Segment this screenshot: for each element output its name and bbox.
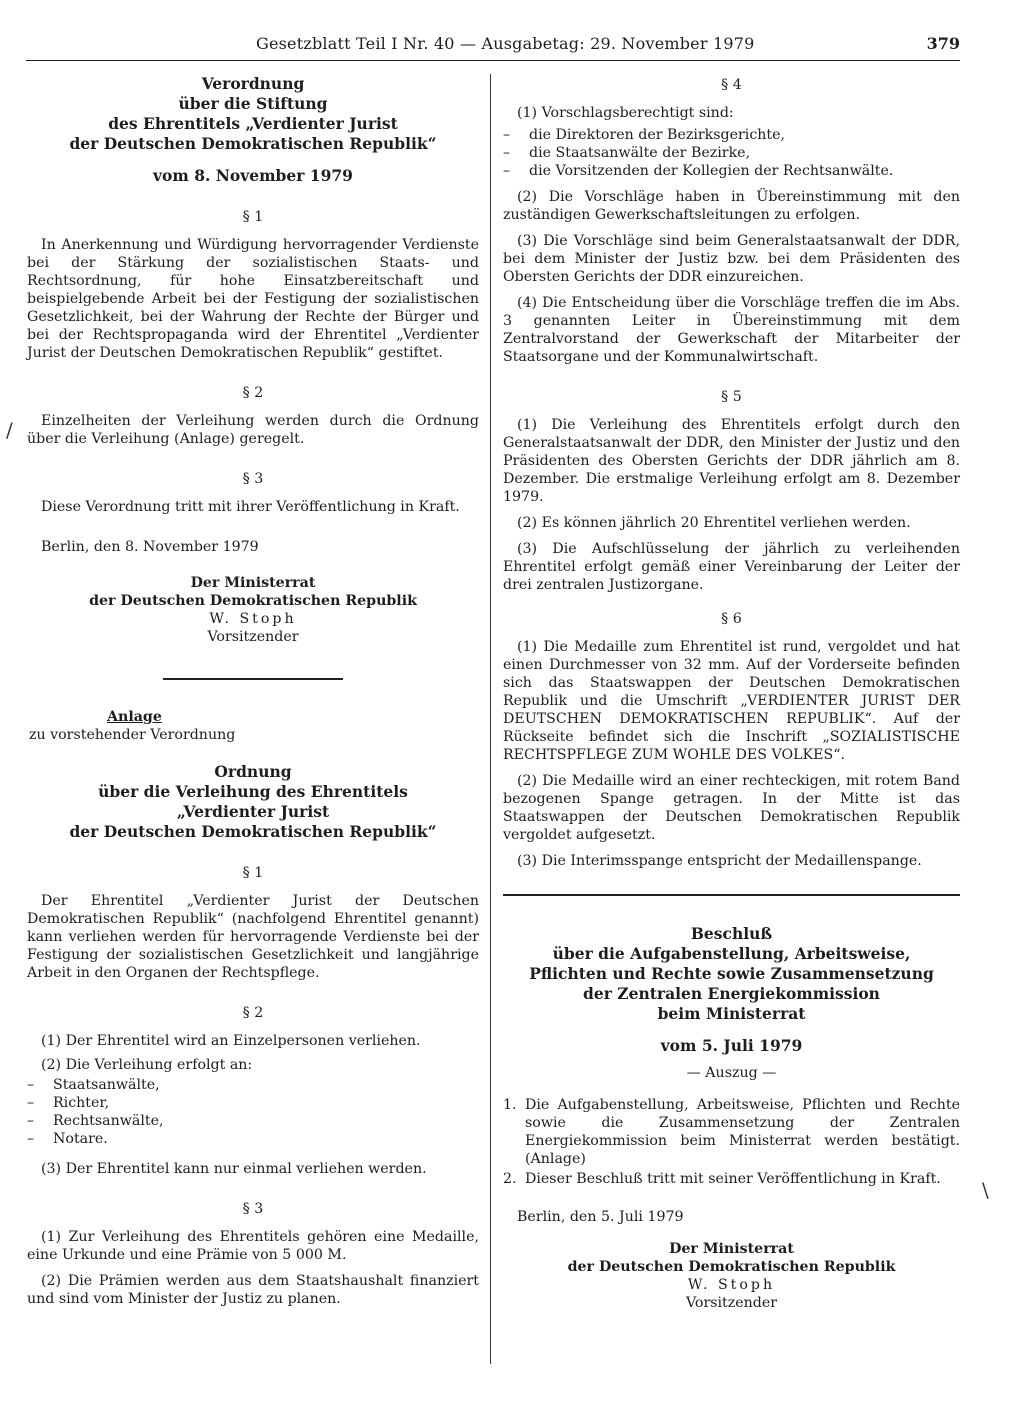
list-item: – die Staatsanwälte der Bezirke, <box>503 145 751 161</box>
decree-title-line: des Ehrentitels „Verdienter Jurist <box>108 114 398 133</box>
resolution-date: vom 5. Juli 1979 <box>660 1036 803 1055</box>
resolution-title-line: Pflichten und Rechte sowie Zusammensetzung <box>529 964 934 983</box>
place-date: Berlin, den 5. Juli 1979 <box>517 1209 684 1225</box>
annex-label <box>107 708 479 726</box>
paragraph: (3) Die Vorschläge sind beim Generalstaatsanwalt der DDR, bei dem Minister der Justiz bzw. bei dem Präsidenten des Obersten Gerichts der DDR einzureichen. <box>503 233 960 285</box>
decree-title-line: über die Stiftung <box>178 94 328 113</box>
numbered-item: 2. Dieser Beschluß tritt mit seiner Veröffentlichung in Kraft. <box>503 1171 941 1187</box>
section-heading: § 5 <box>721 389 742 405</box>
paragraph: In Anerkennung und Würdigung hervorragender Verdienste bei der Stärkung der sozialistischen Staats- und Rechtsordnung, für hohe Einsatzbereitschaft und beispielgebende Arbeit bei der Festigung der sozialistischen Gesetzlichkeit, bei der Wahrung der Rechte der Bürger und bei der Rechtspropaganda wird der Ehrentitel „Verdienter Jurist der Deutschen Demokratischen Republik“ gestiftet. <box>27 237 479 361</box>
margin-mark: / <box>6 418 13 442</box>
column-divider <box>490 74 491 1364</box>
order-title-line: „Verdienter Jurist <box>176 802 330 821</box>
separator-rule <box>163 678 343 680</box>
section-heading: § 1 <box>242 209 264 225</box>
section-heading: § 2 <box>242 1005 264 1021</box>
paragraph: (3) Die Interimsspange entspricht der Medaillenspange. <box>517 853 922 869</box>
paragraph: Der Ehrentitel „Verdienter Jurist der Deutschen Demokratischen Republik“ (nachfolgend Ehrentitel genannt) kann verliehen werden für hervorragende Verdienste bei der Festigung der sozialistischen Gesetzlichkeit und langjährige Arbeit in den Organen der Rechtspflege. <box>27 893 479 981</box>
list-item: – Rechtsanwälte, <box>27 1113 164 1129</box>
paragraph: (1) Zur Verleihung des Ehrentitels gehören eine Medaille, eine Urkunde und eine Prämie von 5 000 M. <box>27 1229 479 1263</box>
decree-title <box>27 74 479 154</box>
decree-title-line: Verordnung <box>201 74 305 93</box>
section-heading: § 1 <box>242 865 264 881</box>
signature-block <box>27 574 479 646</box>
paragraph: (2) Die Medaille wird an einer rechteckigen, mit rotem Band bezogenen Spange getragen. In der Mitte ist das Staatswappen der Deutschen Demokratischen Republik vergoldet aufgesetzt. <box>503 773 960 843</box>
left-column <box>27 74 479 1316</box>
paragraph: Diese Verordnung tritt mit ihrer Veröffentlichung in Kraft. <box>41 499 460 515</box>
order-title <box>27 762 479 842</box>
section-heading: § 2 <box>242 385 264 401</box>
annex-title: Anlage <box>107 709 162 725</box>
separator-rule <box>503 894 960 896</box>
list-item: – die Vorsitzenden der Kollegien der Rechtsanwälte. <box>503 163 894 179</box>
paragraph: (3) Der Ehrentitel kann nur einmal verliehen werden. <box>41 1161 427 1177</box>
resolution-title-line: über die Aufgabenstellung, Arbeitsweise, <box>552 944 911 963</box>
decree-date: vom 8. November 1979 <box>153 166 353 185</box>
section-heading: § 4 <box>721 77 742 93</box>
place-date: Berlin, den 8. November 1979 <box>41 539 259 555</box>
signature-name: W. Stoph <box>209 611 297 627</box>
right-column <box>503 74 960 1312</box>
signature-role: Vorsitzender <box>207 629 299 645</box>
paragraph: (1) Vorschlagsberechtigt sind: <box>517 105 734 121</box>
paragraph: (1) Der Ehrentitel wird an Einzelpersonen verliehen. <box>41 1033 421 1049</box>
resolution-title-line: der Zentralen Energiekommission <box>583 984 880 1003</box>
excerpt-label: — Auszug — <box>686 1065 777 1081</box>
numbered-item: 1. Die Aufgabenstellung, Arbeitsweise, Pflichten und Rechte sowie die Zusammensetzung der Zentralen Energiekommission beim Ministerrat werden bestätigt. (Anlage) <box>503 1097 960 1167</box>
list-item: – Richter, <box>27 1095 110 1111</box>
paragraph: (3) Die Aufschlüsselung der jährlich zu verleihenden Ehrentitel erfolgt gemäß einer Vereinbarung der Leiter der drei zentralen Justizorgane. <box>503 541 960 593</box>
section-heading: § 6 <box>721 611 742 627</box>
order-title-line: der Deutschen Demokratischen Republik“ <box>69 822 437 841</box>
paragraph: (1) Die Medaille zum Ehrentitel ist rund, vergoldet und hat einen Durchmesser von 32 mm. Auf der Vorderseite befinden sich das Staatswappen der Deutschen Demokratischen Republik und die Umschrift „VERDIENTER JURIST DER DEUTSCHEN DEMOKRATISCHEN REPUBLIK“. Auf der Rückseite befindet sich die Inschrift „SOZIALISTISCHE RECHTSPFLEGE ZUM WOHLE DES VOLKES“. <box>503 639 960 763</box>
signature-org: der Deutschen Demokratischen Republik <box>89 593 417 609</box>
section-heading: § 3 <box>242 471 264 487</box>
signature-name: W. Stoph <box>687 1277 776 1293</box>
signature-org: Der Ministerrat <box>669 1241 794 1257</box>
paragraph: (2) Die Prämien werden aus dem Staatshaushalt finanziert und sind vom Minister der Justiz zu planen. <box>27 1273 479 1307</box>
page-number: 379 <box>926 34 960 53</box>
order-title-line: Ordnung <box>214 762 292 781</box>
signature-org: der Deutschen Demokratischen Republik <box>567 1259 896 1275</box>
resolution-title <box>503 924 960 1024</box>
paragraph: (2) Die Vorschläge haben in Übereinstimmung mit den zuständigen Gewerkschaftsleitungen zu erfolgen. <box>503 189 960 223</box>
paragraph: (4) Die Entscheidung über die Vorschläge treffen die im Abs. 3 genannten Leiter in Übereinstimmung mit dem Zentralvorstand der Gewerkschaft der Mitarbeiter der Staatsorgane und der Kommunalwirtschaft. <box>503 295 960 365</box>
paragraph: (2) Es können jährlich 20 Ehrentitel verliehen werden. <box>517 515 911 531</box>
page-header <box>26 30 960 61</box>
paragraph: (2) Die Verleihung erfolgt an: <box>41 1057 253 1073</box>
signature-role: Vorsitzender <box>685 1295 778 1311</box>
decree-title-line: der Deutschen Demokratischen Republik“ <box>69 134 437 153</box>
paragraph: Einzelheiten der Verleihung werden durch die Ordnung über die Verleihung (Anlage) geregelt. <box>27 413 479 447</box>
list-item: – Notare. <box>27 1131 108 1147</box>
signature-org: Der Ministerrat <box>190 575 316 591</box>
resolution-title-line: Beschluß <box>690 924 773 943</box>
annex-subtitle: zu vorstehender Verordnung <box>29 727 236 743</box>
section-heading: § 3 <box>242 1201 264 1217</box>
margin-mark: \ <box>982 1178 989 1202</box>
header-title: Gesetzblatt Teil I Nr. 40 — Ausgabetag: 29. November 1979 <box>256 34 755 53</box>
paragraph: (1) Die Verleihung des Ehrentitels erfolgt durch den Generalstaatsanwalt der DDR, den Minister der Justiz und den Präsidenten des Obersten Gerichts der DDR jährlich am 8. Dezember. Die erstmalige Verleihung erfolgt am 8. Dezember 1979. <box>503 417 960 505</box>
signature-block <box>503 1240 960 1312</box>
resolution-title-line: beim Ministerrat <box>657 1004 806 1023</box>
list-item: – Staatsanwälte, <box>27 1077 160 1093</box>
order-title-line: über die Verleihung des Ehrentitels <box>98 782 408 801</box>
list-item: – die Direktoren der Bezirksgerichte, <box>503 127 786 143</box>
